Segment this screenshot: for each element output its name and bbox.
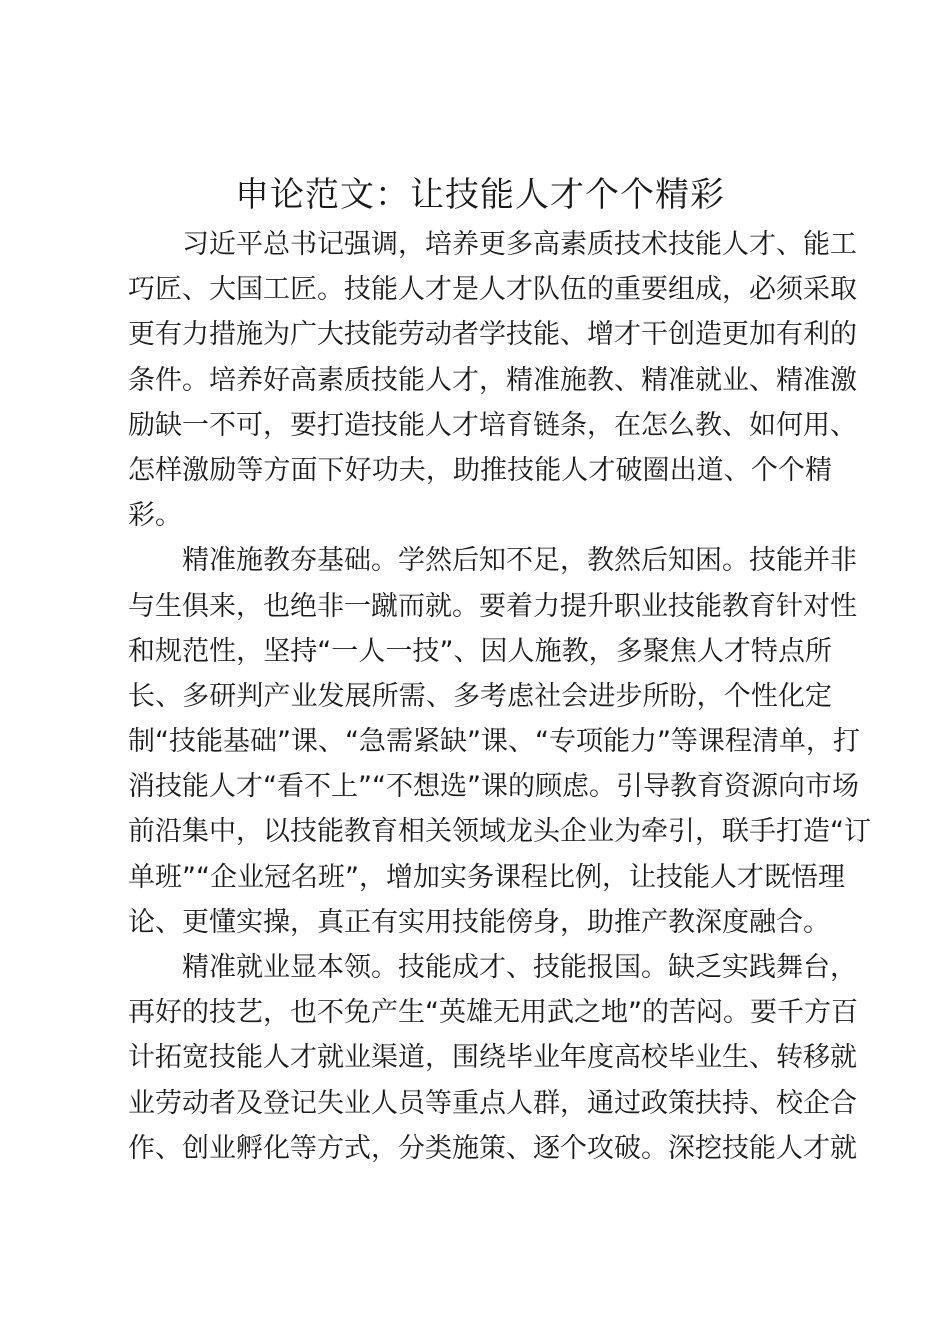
text-line: 计拓宽技能人才就业渠道，围绕毕业年度高校毕业生、转移就 xyxy=(128,1042,857,1074)
text-line: 精准施教夯基础。学然后知不足，教然后知困。技能并非 xyxy=(182,545,857,577)
text-line: 消技能人才“看不上”“不想选”课的顾虑。引导教育资源向市场 xyxy=(128,771,859,803)
paragraph-2 xyxy=(128,538,871,945)
document-title: 申论范文：让技能人才个个精彩 xyxy=(235,175,725,215)
paragraph-3 xyxy=(128,945,858,1171)
text-line: 怎样激励等方面下好功夫，助推技能人才破圈出道、个个精 xyxy=(128,454,832,486)
text-line: 励缺一不可，要打造技能人才培育链条，在怎么教、如何用、 xyxy=(128,409,857,441)
text-line: 作、创业孵化等方式，分类施策、逐个攻破。深挖技能人才就 xyxy=(128,1132,857,1164)
text-line: 习近平总书记强调，培养更多高素质技术技能人才、能工 xyxy=(182,229,857,260)
text-line: 单班”“企业冠名班”，增加实务课程比例，让技能人才既悟理 xyxy=(128,861,845,893)
text-line: 与生俱来，也绝非一蹴而就。要着力提升职业技能教育针对性 xyxy=(128,590,857,622)
text-line: 前沿集中，以技能教育相关领域龙头企业为牵引，联手打造“订 xyxy=(128,816,871,848)
text-line: 长、多研判产业发展所需、多考虑社会进步所盼，个性化定 xyxy=(128,680,832,712)
paragraph-1 xyxy=(128,222,857,538)
text-line: 论、更懂实操，真正有实用技能傍身，助推产教深度融合。 xyxy=(128,906,830,938)
text-line: 彩。 xyxy=(128,500,182,532)
text-line: 制“技能基础”课、“急需紧缺”课、“专项能力”等课程清单，打 xyxy=(128,726,860,758)
text-line: 再好的技艺，也不免产生“英雄无用武之地”的苦闷。要千方百 xyxy=(128,997,858,1029)
text-line: 精准就业显本领。技能成才、技能报国。缺乏实践舞台， xyxy=(182,952,857,983)
text-line: 和规范性，坚持“一人一技”、因人施教，多聚焦人才特点所 xyxy=(128,635,832,667)
document-body xyxy=(128,172,871,1171)
text-line: 条件。培养好高素质技能人才，精准施教、精准就业、精准激 xyxy=(128,364,857,396)
text-line: 业劳动者及登记失业人员等重点人群，通过政策扶持、校企合 xyxy=(128,1087,857,1119)
text-line: 巧匠、大国工匠。技能人才是人才队伍的重要组成，必须采取 xyxy=(128,274,857,306)
text-line: 更有力措施为广大技能劳动者学技能、增才干创造更加有利的 xyxy=(128,319,857,351)
